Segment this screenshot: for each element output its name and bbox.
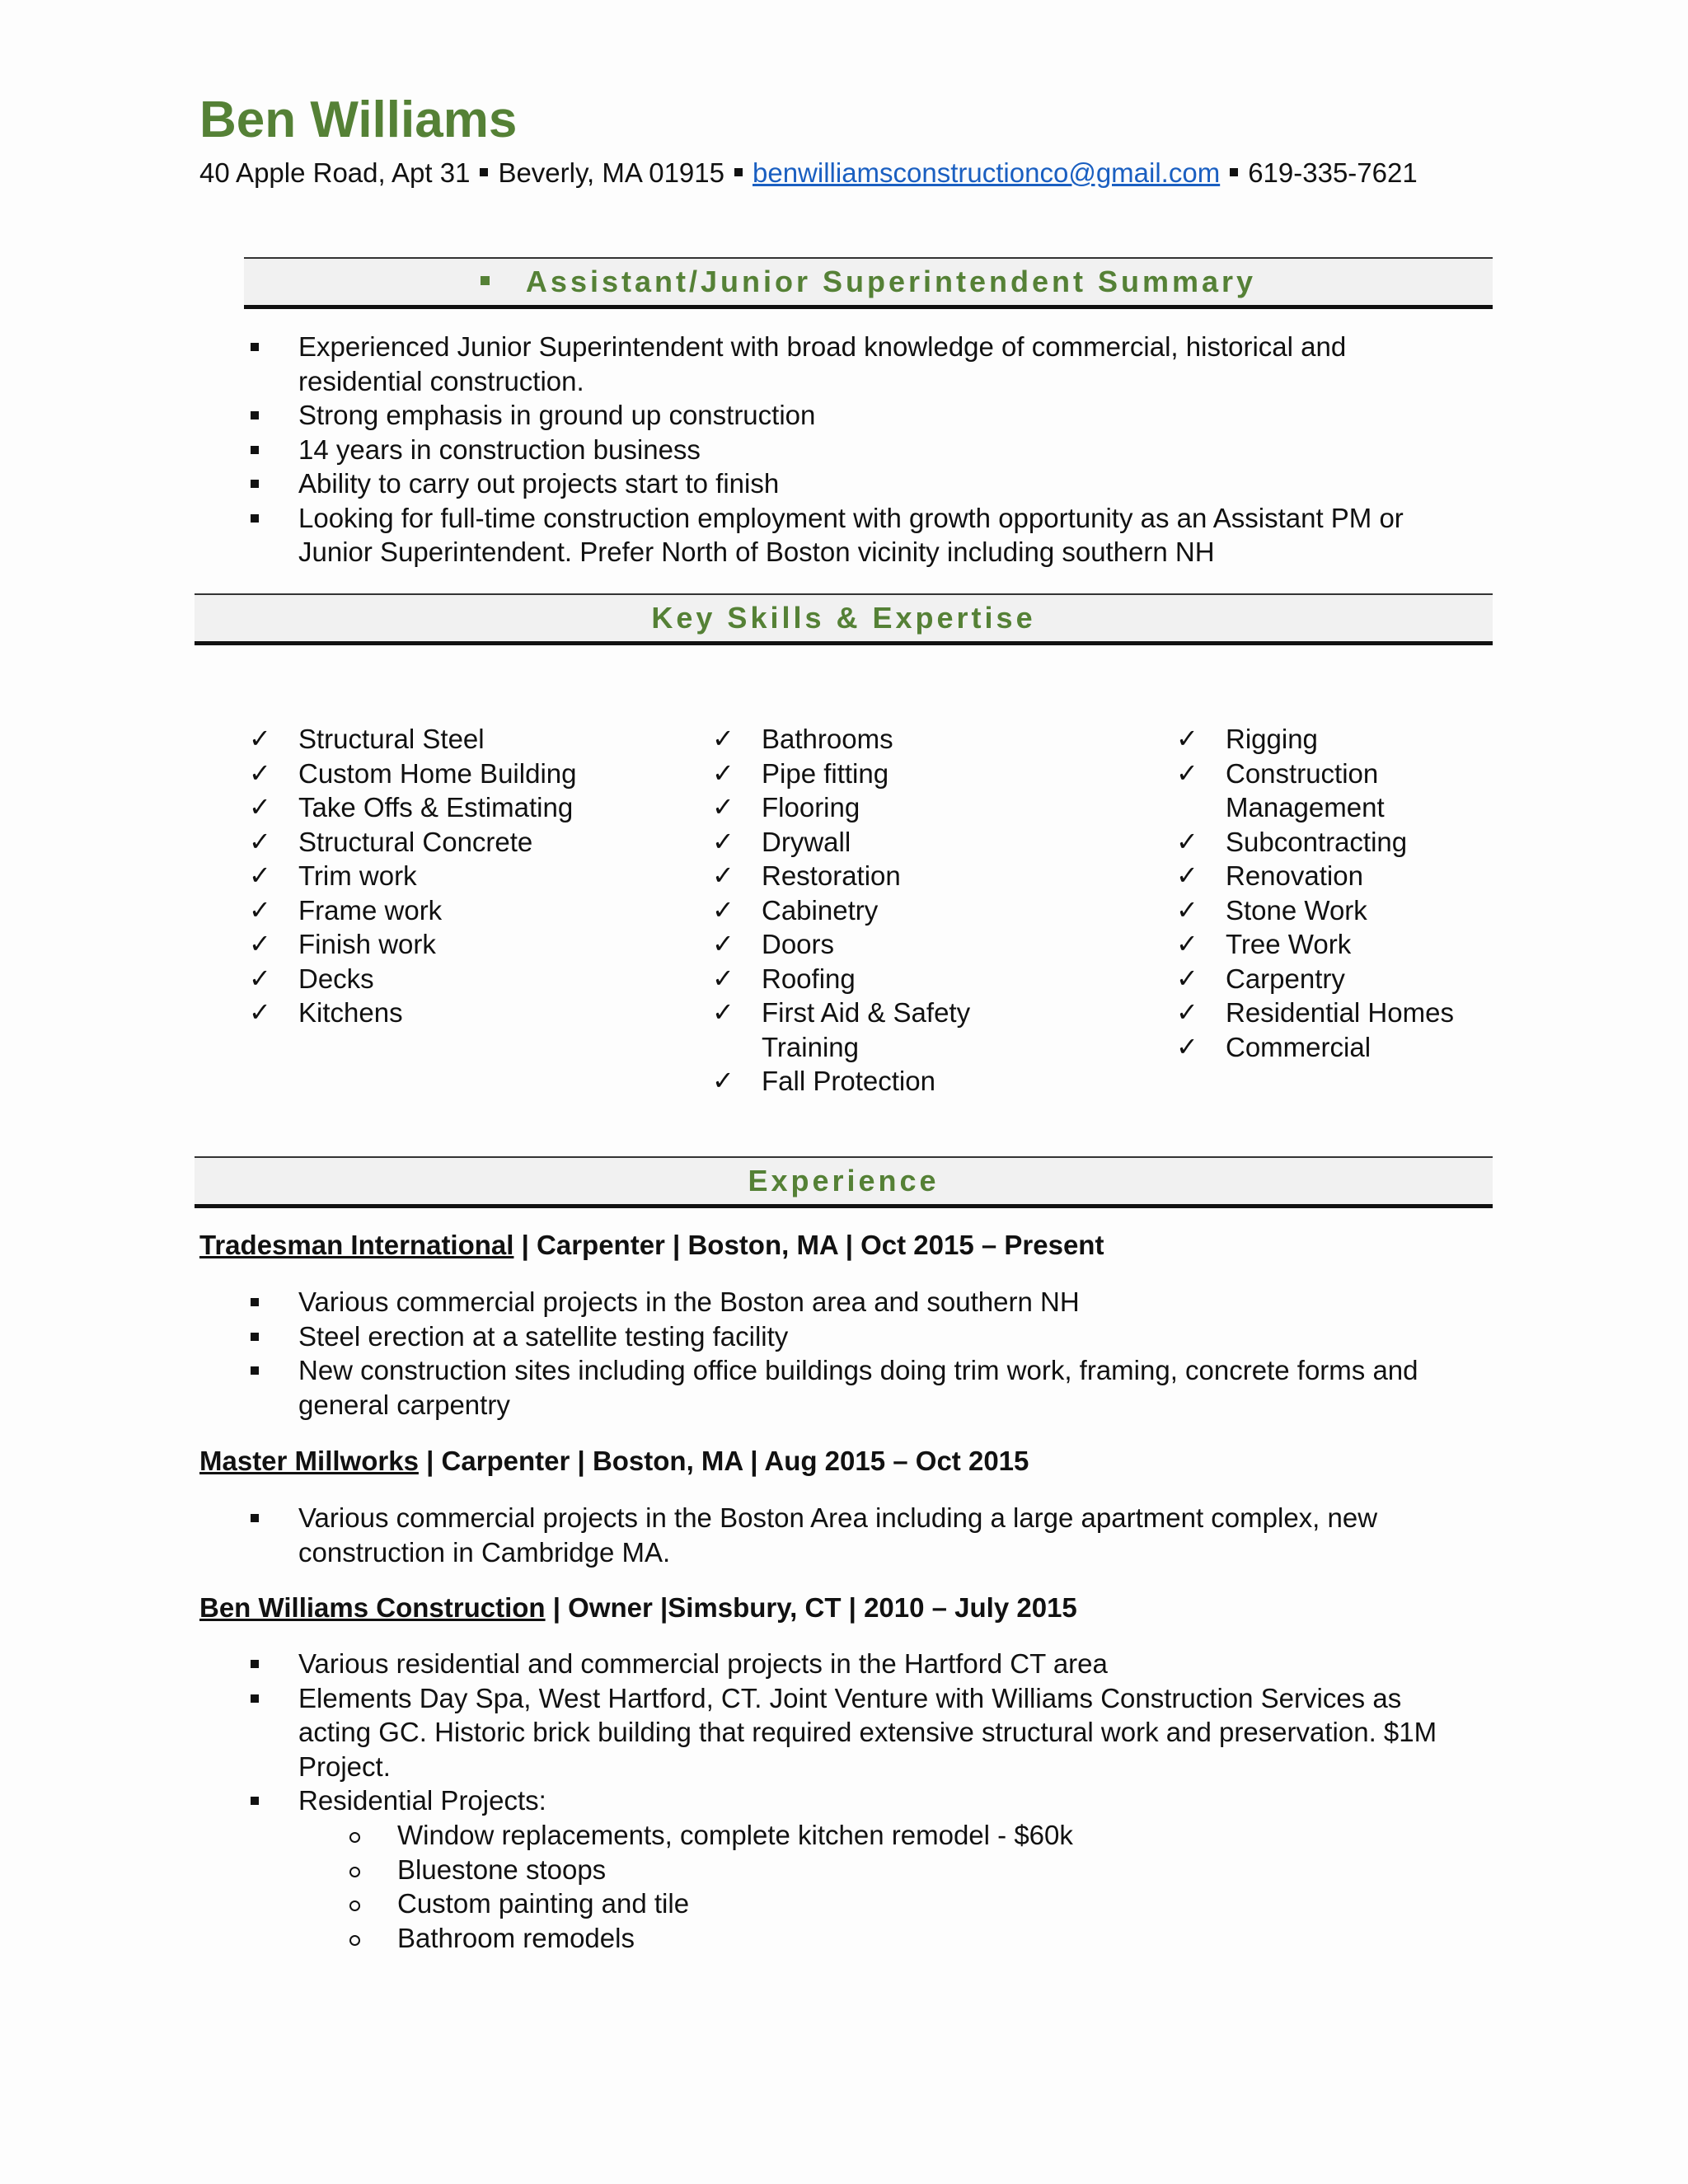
phone: 619-335-7621 [1248,157,1418,188]
check-icon: ✓ [1176,860,1198,890]
sub-list-item: Window replacements, complete kitchen remodel - $60k [0,1818,1073,1853]
skill-item: ✓ Frame work [249,893,579,928]
skill-item: ✓ Take Offs & Estimating [249,790,579,825]
job-details: | Owner |Simsbury, CT | 2010 – July 2015 [545,1592,1077,1623]
skill-item: ✓ Subcontracting [1176,825,1489,860]
check-icon: ✓ [249,929,271,958]
list-item: Strong emphasis in ground up construction [0,398,1452,433]
list-item: Experienced Junior Superintendent with broad knowledge of commercial, historical and residential construction. [0,330,1452,398]
check-icon: ✓ [712,929,734,958]
check-icon: ✓ [1176,826,1198,856]
summary-heading: Assistant/Junior Superintendent Summary [244,257,1493,309]
skill-item: ✓ Construction Management [1176,757,1385,823]
check-icon: ✓ [712,860,734,890]
city: Beverly, MA 01915 [498,157,724,188]
experience-heading: Experience [195,1156,1493,1208]
check-icon: ✓ [712,997,734,1027]
check-icon: ✓ [249,860,271,890]
heading-bullet-icon [481,276,490,285]
list-item: Various commercial projects in the Boston Area including a large apartment complex, new construction in Cambridge MA. [0,1501,1452,1569]
check-icon: ✓ [712,792,734,822]
skill-item: ✓ Decks [249,962,579,996]
separator-square-icon [734,168,743,176]
skill-item: ✓ Renovation [1176,859,1489,893]
skill-item: ✓ Cabinetry [712,893,1058,928]
list-item: 14 years in construction business [0,433,1452,467]
check-icon: ✓ [1176,894,1198,925]
job-title-2 [199,1445,1029,1478]
list-item: Steel erection at a satellite testing facility [0,1319,1452,1354]
job-details: | Carpenter | Boston, MA | Oct 2015 – Present [513,1230,1104,1260]
skills-column-1 [249,722,579,1030]
list-item: Various commercial projects in the Boston area and southern NH [0,1285,1452,1319]
list-item: Ability to carry out projects start to finish [0,466,1452,501]
sub-list-item: Bathroom remodels [0,1921,1073,1956]
check-icon: ✓ [249,757,271,788]
skill-item: ✓ Kitchens [249,996,579,1030]
skill-item: ✓ Fall Protection [712,1064,1058,1099]
address: 40 Apple Road, Apt 31 [199,157,471,188]
skill-item: ✓ First Aid & Safety Training [712,997,971,1062]
skill-item: ✓ Rigging [1176,722,1489,757]
skill-item: ✓ Restoration [712,859,1058,893]
skill-item: ✓ Stone Work [1176,893,1489,928]
list-item: New construction sites including office buildings doing trim work, framing, concrete forms and general carpentry [0,1353,1452,1422]
job-3-list [0,1647,1452,1818]
skill-item: ✓ Commercial [1176,1030,1489,1065]
job-title-3 [199,1591,1077,1624]
company-name: Ben Williams Construction [199,1592,546,1623]
sub-list-item: Custom painting and tile [0,1886,1073,1921]
job-2-list [0,1501,1452,1569]
check-icon: ✓ [1176,997,1198,1027]
sub-list-item: Bluestone stoops [0,1853,1073,1887]
skills-heading: Key Skills & Expertise [195,593,1493,645]
check-icon: ✓ [712,963,734,993]
check-icon: ✓ [712,757,734,788]
candidate-name: Ben Williams [199,91,518,148]
skill-item: ✓ Doors [712,927,1058,962]
check-icon: ✓ [1176,963,1198,993]
email-link[interactable]: benwilliamsconstructionco@gmail.com [752,157,1221,188]
list-item: Elements Day Spa, West Hartford, CT. Joint Venture with Williams Construction Services as acting GC. Historic brick building that required extensive structural work and preservation. $1M Project. [0,1681,1452,1784]
check-icon: ✓ [249,894,271,925]
check-icon: ✓ [249,963,271,993]
separator-square-icon [480,168,488,176]
contact-line [199,157,1418,190]
skill-item: ✓ Trim work [249,859,579,893]
check-icon: ✓ [1176,757,1198,788]
check-icon: ✓ [249,792,271,822]
check-icon: ✓ [1176,1031,1198,1062]
separator-square-icon [1230,168,1238,176]
skill-item: ✓ Tree Work [1176,927,1489,962]
skill-item: ✓ Structural Steel [249,722,579,757]
check-icon: ✓ [1176,724,1198,753]
check-icon: ✓ [712,724,734,753]
skill-item: ✓ Bathrooms [712,722,1058,757]
check-icon: ✓ [249,826,271,856]
job-1-list [0,1285,1452,1422]
skill-item: ✓ Residential Homes [1176,996,1489,1030]
check-icon: ✓ [712,1066,734,1095]
skill-item: ✓ Roofing [712,962,1058,996]
skill-item: ✓ Finish work [249,927,579,962]
skill-item: ✓ Carpentry [1176,962,1489,996]
company-name: Master Millworks [199,1446,419,1476]
company-name: Tradesman International [199,1230,514,1260]
job-title-1 [199,1229,1104,1262]
skill-item: ✓ Drywall [712,825,1058,860]
check-icon: ✓ [712,894,734,925]
residential-projects-list [0,1818,1073,1955]
list-item: Residential Projects: [0,1783,1452,1818]
check-icon: ✓ [712,826,734,856]
check-icon: ✓ [249,724,271,753]
list-item: Looking for full-time construction employment with growth opportunity as an Assistant PM or Junior Superintendent. Prefer North of Boston vicinity including southern NH [0,501,1452,569]
skills-column-2 [712,722,1058,1099]
list-item: Various residential and commercial projects in the Hartford CT area [0,1647,1452,1681]
skills-column-3 [1176,722,1489,1064]
check-icon: ✓ [249,997,271,1027]
skill-item: ✓ Custom Home Building [249,757,579,791]
skill-item: ✓ Structural Concrete [249,825,579,860]
job-details: | Carpenter | Boston, MA | Aug 2015 – Oct 2015 [418,1446,1029,1476]
check-icon: ✓ [1176,929,1198,958]
skill-item: ✓ Flooring [712,790,1058,825]
summary-list [0,330,1452,569]
skill-item: ✓ Pipe fitting [712,757,1058,791]
